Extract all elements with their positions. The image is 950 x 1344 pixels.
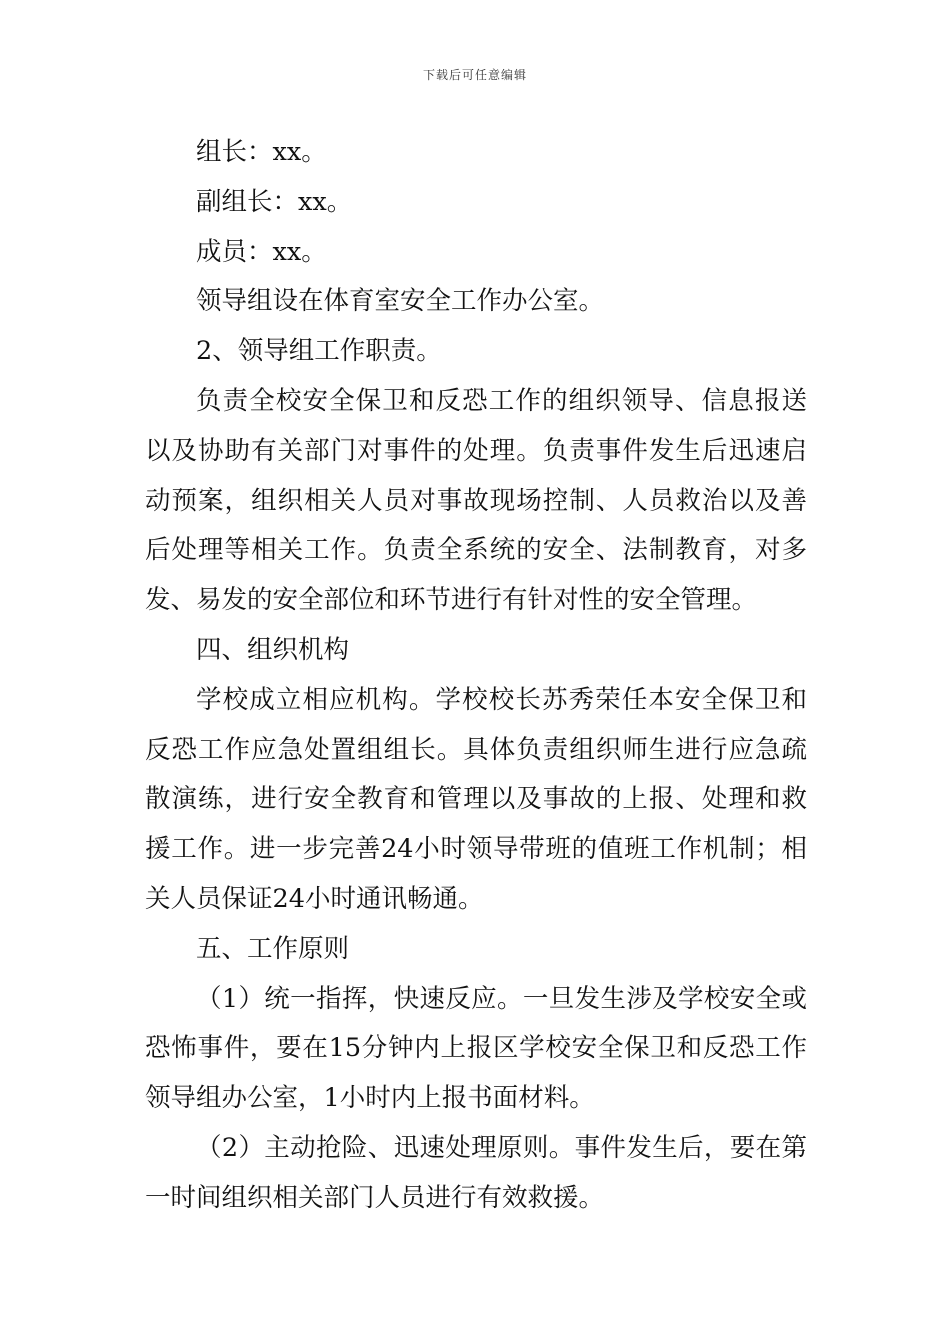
paragraph-line: （1）统一指挥，快速反应。一旦发生涉及学校安全或 <box>196 983 807 1014</box>
document-body <box>145 128 807 1224</box>
paragraph-line: 发、易发的安全部位和环节进行有针对性的安全管理。 <box>145 585 758 616</box>
paragraph-line: 一时间组织相关部门人员进行有效救援。 <box>145 1182 605 1213</box>
section-heading-organization: 四、组织机构 <box>196 634 350 665</box>
header-note: 下载后可任意编辑 <box>422 68 527 82</box>
section-heading-duties: 2、领导组工作职责。 <box>196 336 442 367</box>
leader-line: 组长：xx。 <box>196 137 327 167</box>
paragraph-line: 关人员保证24小时通讯畅通。 <box>145 883 484 914</box>
paragraph-line: 负责全校安全保卫和反恐工作的组织领导、信息报送 <box>196 385 807 416</box>
paragraph-line: （2）主动抢险、迅速处理原则。事件发生后，要在第 <box>196 1132 807 1163</box>
paragraph-line: 恐怖事件，要在15分钟内上报区学校安全保卫和反恐工作 <box>145 1033 807 1064</box>
section-heading-principles: 五、工作原则 <box>196 933 350 964</box>
paragraph-line: 后处理等相关工作。负责全系统的安全、法制教育，对多 <box>145 535 807 566</box>
paragraph-line: 领导组办公室，1小时内上报书面材料。 <box>145 1083 595 1114</box>
members-line: 成员：xx。 <box>196 236 327 267</box>
paragraph-line: 反恐工作应急处置组组长。具体负责组织师生进行应急疏 <box>145 734 807 765</box>
paragraph-line: 援工作。进一步完善24小时领导带班的值班工作机制；相 <box>145 834 807 865</box>
paragraph-line: 学校成立相应机构。学校校长苏秀荣任本安全保卫和 <box>196 684 807 715</box>
deputy-leader-line: 副组长：xx。 <box>196 186 353 217</box>
paragraph-line: 动预案，组织相关人员对事故现场控制、人员救治以及善 <box>145 485 807 516</box>
paragraph-line: 以及协助有关部门对事件的处理。负责事件发生后迅速启 <box>145 435 807 466</box>
office-location-line: 领导组设在体育室安全工作办公室。 <box>196 286 605 317</box>
paragraph-line: 散演练，进行安全教育和管理以及事故的上报、处理和救 <box>145 784 807 815</box>
